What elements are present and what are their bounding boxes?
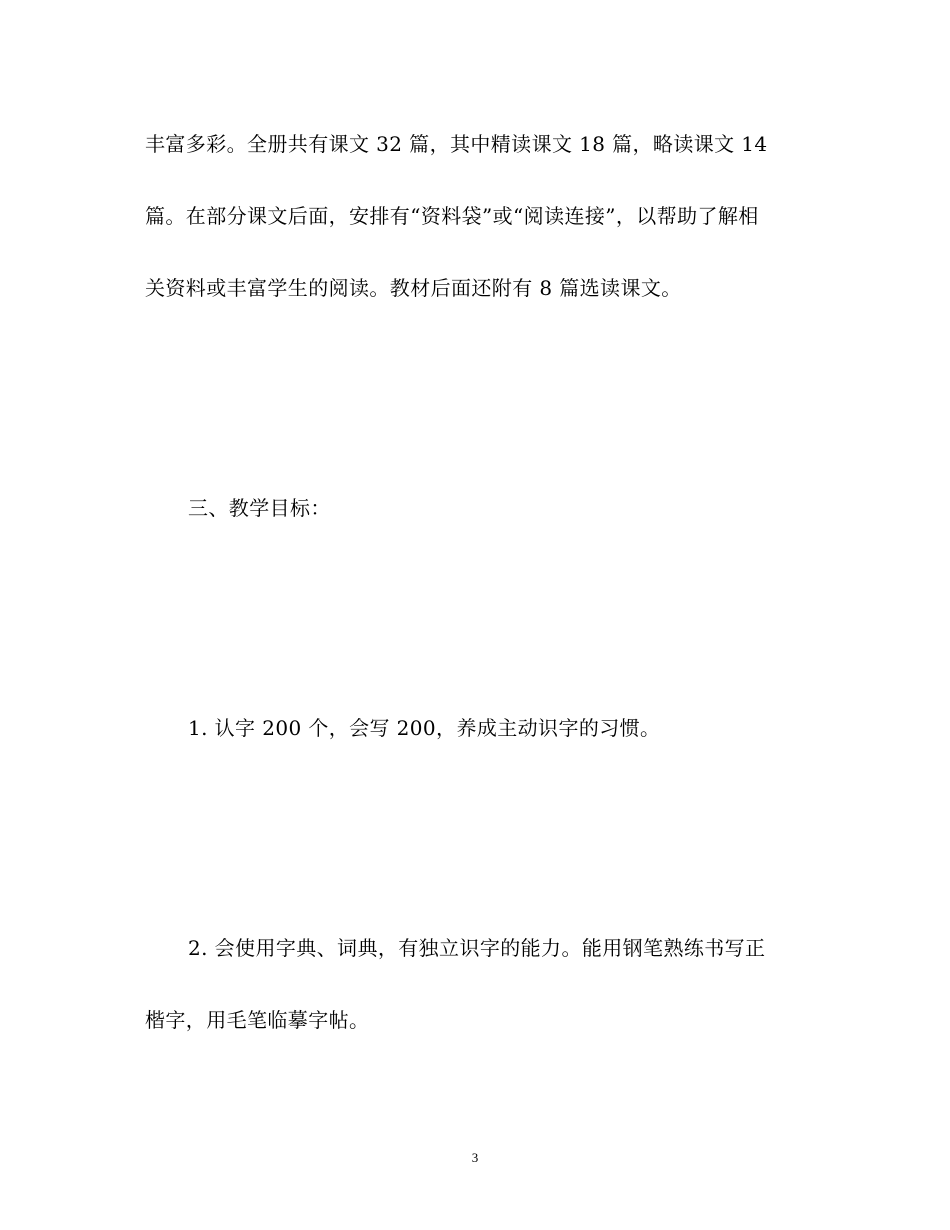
goal-2-line-2: 楷字，用毛笔临摹字帖。 (145, 1008, 370, 1032)
intro-paragraph-line-2: 篇。在部分课文后面，安排有“资料袋”或“阅读连接”，以帮助了解相 (145, 204, 759, 228)
intro-paragraph-line-1: 丰富多彩。全册共有课文 32 篇，其中精读课文 18 篇，略读课文 14 (145, 132, 768, 156)
goal-1-text: 1. 认字 200 个，会写 200，养成主动识字的习惯。 (188, 716, 661, 740)
goal-2-line-1: 2. 会使用字典、词典，有独立识字的能力。能用钢笔熟练书写正 (188, 936, 766, 960)
page-number: 3 (471, 1150, 479, 1165)
section-heading: 三、教学目标： (188, 496, 331, 520)
intro-paragraph-line-3: 关资料或丰富学生的阅读。教材后面还附有 8 篇选读课文。 (145, 276, 682, 300)
